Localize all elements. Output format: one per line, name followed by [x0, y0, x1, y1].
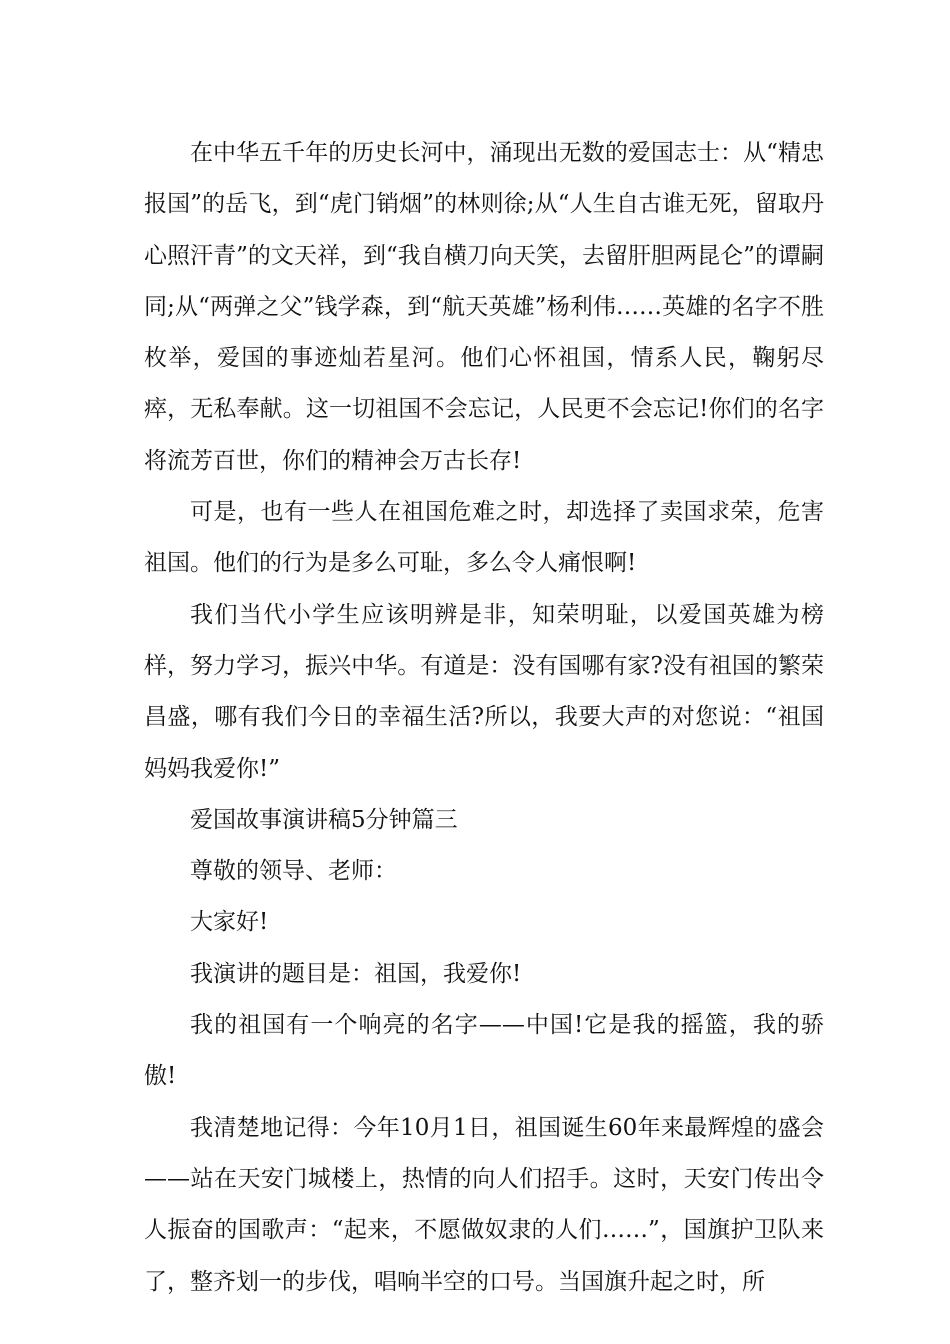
paragraph-traitors: 可是，也有一些人在祖国危难之时，却选择了卖国求荣，危害祖国。他们的行为是多么可耻，多么令人痛恨啊!	[144, 499, 824, 577]
greeting: 大家好!	[190, 909, 269, 936]
paragraph-national-day: 我清楚地记得：今年10月1日，祖国诞生60年来最辉煌的盛会——站在天安门城楼上，热情的向人们招手。这时，天安门传出令人振奋的国歌声：“起来，不愿做奴隶的人们……”，国旗护卫队来了，整齐划一的步伐，唱响半空的口号。当国旗升起之时，所	[144, 1114, 824, 1295]
salutation: 尊敬的领导、老师：	[190, 858, 397, 885]
paragraph-heroes: 在中华五千年的历史长河中，涌现出无数的爱国志士：从“精忠报国”的岳飞，到“虎门销烟”的林则徐;从“人生自古谁无死，留取丹心照汗青”的文天祥，到“我自横刀向天笑，去留肝胆两昆仑”的谭嗣同;从“两弹之父”钱学森，到“航天英雄”杨利伟……英雄的名字不胜枚举，爱国的事迹灿若星河。他们心怀祖国，情系人民，鞠躬尽瘁，无私奉献。这一切祖国不会忘记，人民更不会忘记!你们的名字将流芳百世，你们的精神会万古长存!	[144, 140, 824, 474]
paragraph-motherland: 我的祖国有一个响亮的名字——中国!它是我的摇篮，我的骄傲!	[144, 1012, 824, 1090]
paragraph-students: 我们当代小学生应该明辨是非，知荣明耻，以爱国英雄为榜样，努力学习，振兴中华。有道是：没有国哪有家?没有祖国的繁荣昌盛，哪有我们今日的幸福生活?所以，我要大声的对您说：“祖国妈妈我爱你!”	[144, 601, 824, 782]
section-heading: 爱国故事演讲稿5分钟篇三	[190, 806, 458, 833]
document-body	[144, 128, 824, 1308]
speech-topic: 我演讲的题目是：祖国，我爱你!	[190, 960, 522, 987]
